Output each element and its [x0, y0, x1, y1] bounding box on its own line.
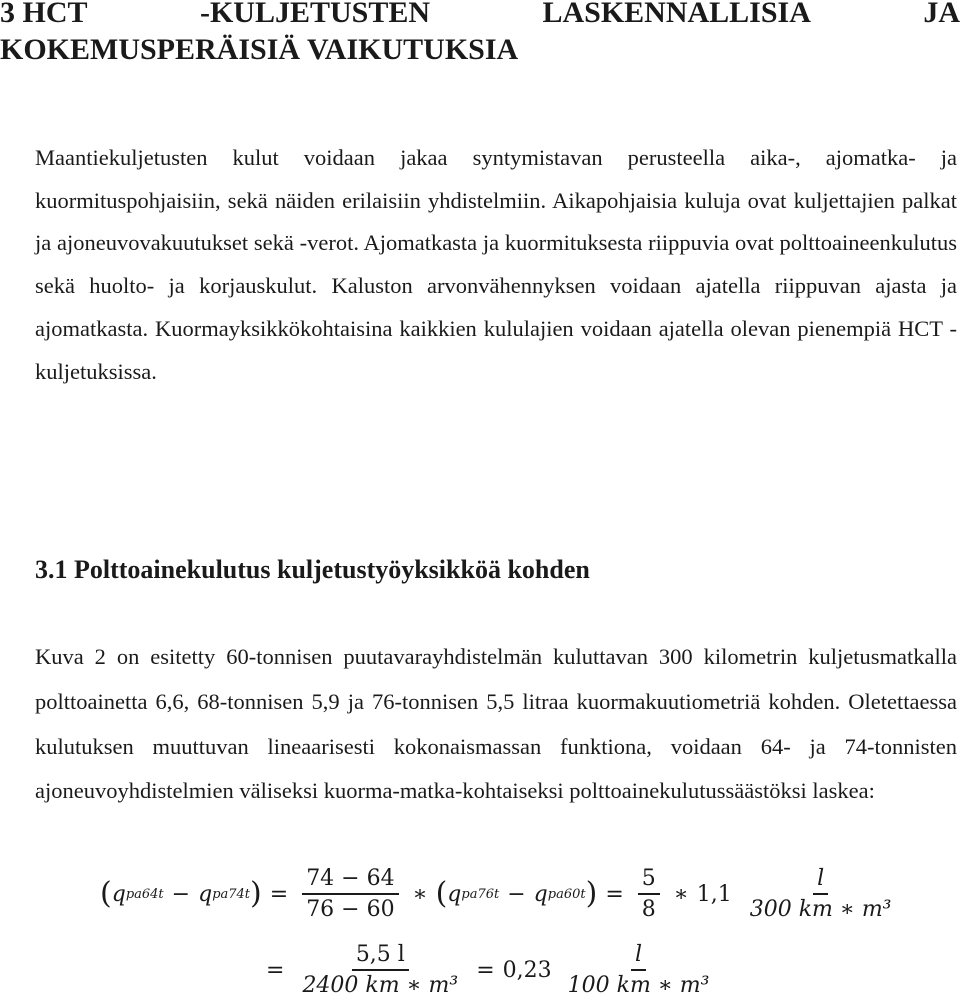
subsection-paragraph: Kuva 2 on esitetty 60-tonnisen puutavarayhdistelmän kuluttavan 300 kilometrin kuljetusmatkalla polttoainetta 6,6, 68-tonnisen 5,9 ja 76-tonnisen 5,5 litraa kuormakuutiometriä kohden. Oletettaessa kulutuksen muuttuvan lineaarisesti kokonaismassan funktiona, voidaan 64- ja 74-tonnisten ajoneuvoyhdistelmien väliseksi kuorma-matka-kohtaiseksi polttoainekulutussäästöksi laskea: — [35, 644, 957, 804]
subsection-heading: 3.1 Polttoainekulutus kuljetustyöyksikköä kohden — [35, 555, 590, 584]
section-heading-part1: 3 HCT — [0, 0, 88, 29]
section-heading — [0, 0, 960, 68]
equation-line-2: = $\frac{5,5 l}{\text{2400 km ∗ m³}}$ = 0,23 $\frac{l}{\text{100 km ∗ m³}}$ — [258, 934, 719, 1006]
section-heading-line2: KOKEMUSPERÄISIÄ VAIKUTUKSIA — [0, 33, 519, 66]
section-heading-part3: LASKENNALLISIA — [542, 0, 811, 29]
section-heading-part4: JA — [923, 0, 960, 29]
fraction-unit-100: $\frac{l}{\text{100 km ∗ m³}}$ — [567, 942, 710, 998]
fraction-mass-ratio: $\frac{74 - 64}{76 - 60}$ — [302, 866, 398, 922]
section-paragraph: Maantiekuljetusten kulut voidaan jakaa syntymistavan perusteella aika-, ajomatka- ja kuormituspohjaisiin, sekä näiden erilaisiin yhdistelmiin. Aikapohjaisia kuluja ovat kuljettajien palkat ja ajoneuvovakuutukset sekä -verot. Ajomatkasta ja kuormituksesta riippuvia ovat polttoaineenkulutus sekä huolto- ja korjauskulut. Kaluston arvonvähennyksen voidaan ajatella riippuvan ajasta ja ajomatkasta. Kuormayksikkökohtaisina kaikkien kululajien voidaan ajatella olevan pienempiä HCT - kuljetuksissa. — [35, 145, 957, 384]
fraction-unit-300: $\frac{l}{\text{300 km ∗ m³}}$ — [749, 866, 892, 922]
equation-line-1: ( q pa64t − q pa74t ) = $\frac{74 - 64}{76 - 60}$ ∗ ( q pa76t − q pa60t ) = $\frac{5}{8}$ ∗ 1,1 $\frac{l}{\text{300 km ∗ m³}}$ — [100, 858, 902, 930]
fraction-five-eighths: $\frac{5}{8}$ — [638, 866, 660, 922]
section-heading-part2: -KULJETUSTEN — [199, 0, 431, 29]
fraction-result-2400: $\frac{5,5 l}{\text{2400 km ∗ m³}}$ — [302, 942, 459, 998]
